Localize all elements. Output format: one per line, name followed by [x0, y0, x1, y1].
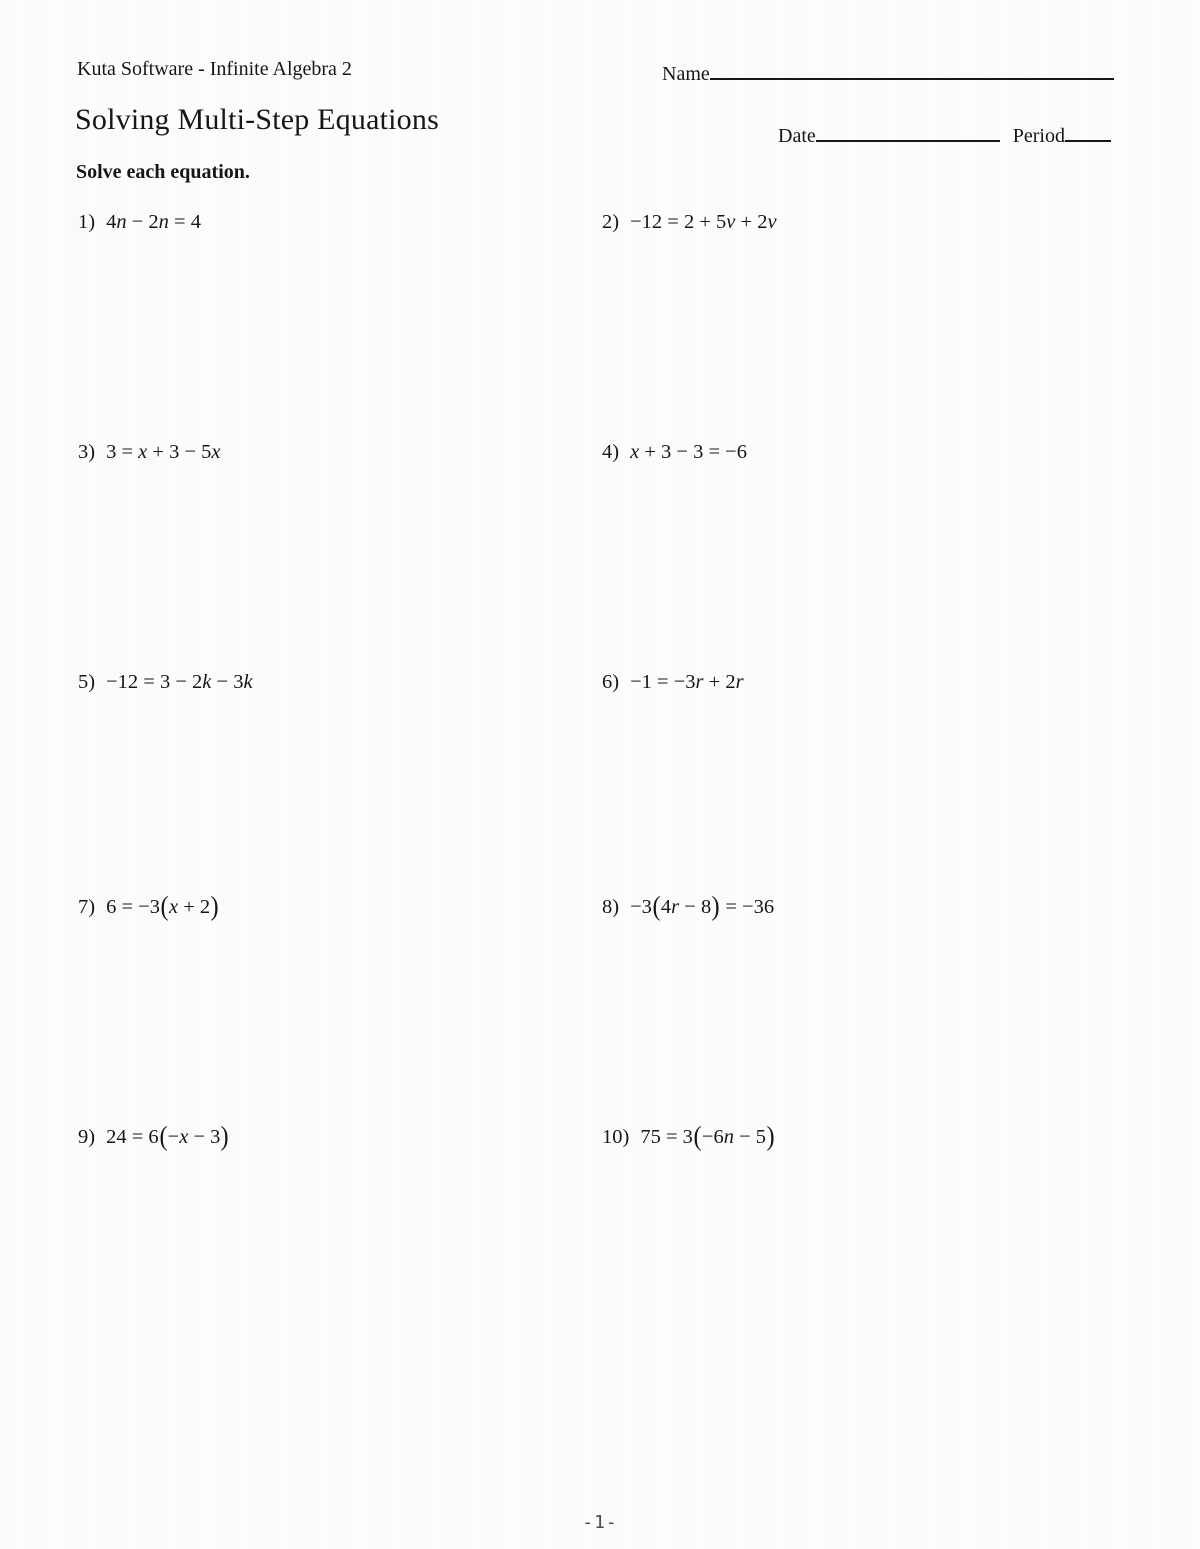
problem-equation: 6 = −3(x + 2) [106, 891, 219, 922]
problem-item [602, 211, 777, 234]
problem-item [602, 1121, 775, 1152]
problem-item [602, 441, 747, 464]
problem-number: 8) [602, 896, 620, 918]
name-blank-line [710, 58, 1114, 80]
problem-equation: −3(4r − 8) = −36 [630, 891, 775, 922]
problem-number: 9) [78, 1126, 96, 1148]
problem-number: 10) [602, 1126, 630, 1148]
date-blank-line [816, 120, 1000, 142]
problem-number: 1) [78, 211, 96, 233]
problem-item [78, 1121, 229, 1152]
date-period-row [778, 120, 1111, 148]
problem-number: 5) [78, 671, 96, 693]
problem-item [78, 891, 219, 922]
page-title: Solving Multi-Step Equations [75, 103, 439, 136]
problem-item [78, 441, 220, 464]
problem-item [78, 671, 253, 694]
period-label: Period [1012, 125, 1065, 147]
problem-number: 4) [602, 441, 620, 463]
problem-equation: 3 = x + 3 − 5x [106, 441, 221, 463]
problem-equation: −12 = 2 + 5v + 2v [630, 211, 777, 233]
problem-equation: 24 = 6(−x − 3) [106, 1121, 229, 1152]
name-field [662, 58, 1114, 86]
problem-number: 2) [602, 211, 620, 233]
brand-header: Kuta Software - Infinite Algebra 2 [77, 58, 352, 80]
problem-equation: −12 = 3 − 2k − 3k [106, 671, 253, 693]
problem-equation: x + 3 − 3 = −6 [630, 441, 747, 463]
period-blank-line [1065, 120, 1111, 142]
problem-item [78, 211, 201, 234]
problem-item [602, 671, 744, 694]
problem-number: 3) [78, 441, 96, 463]
problem-equation: 75 = 3(−6n − 5) [640, 1121, 775, 1152]
problem-number: 7) [78, 896, 96, 918]
date-label: Date [778, 125, 816, 147]
problem-equation: 4n − 2n = 4 [106, 211, 201, 233]
page-number: -1- [582, 1512, 618, 1533]
problem-item [602, 891, 775, 922]
instructions-text: Solve each equation. [76, 161, 250, 183]
problem-equation: −1 = −3r + 2r [630, 671, 744, 693]
problem-number: 6) [602, 671, 620, 693]
name-label: Name [662, 63, 710, 85]
